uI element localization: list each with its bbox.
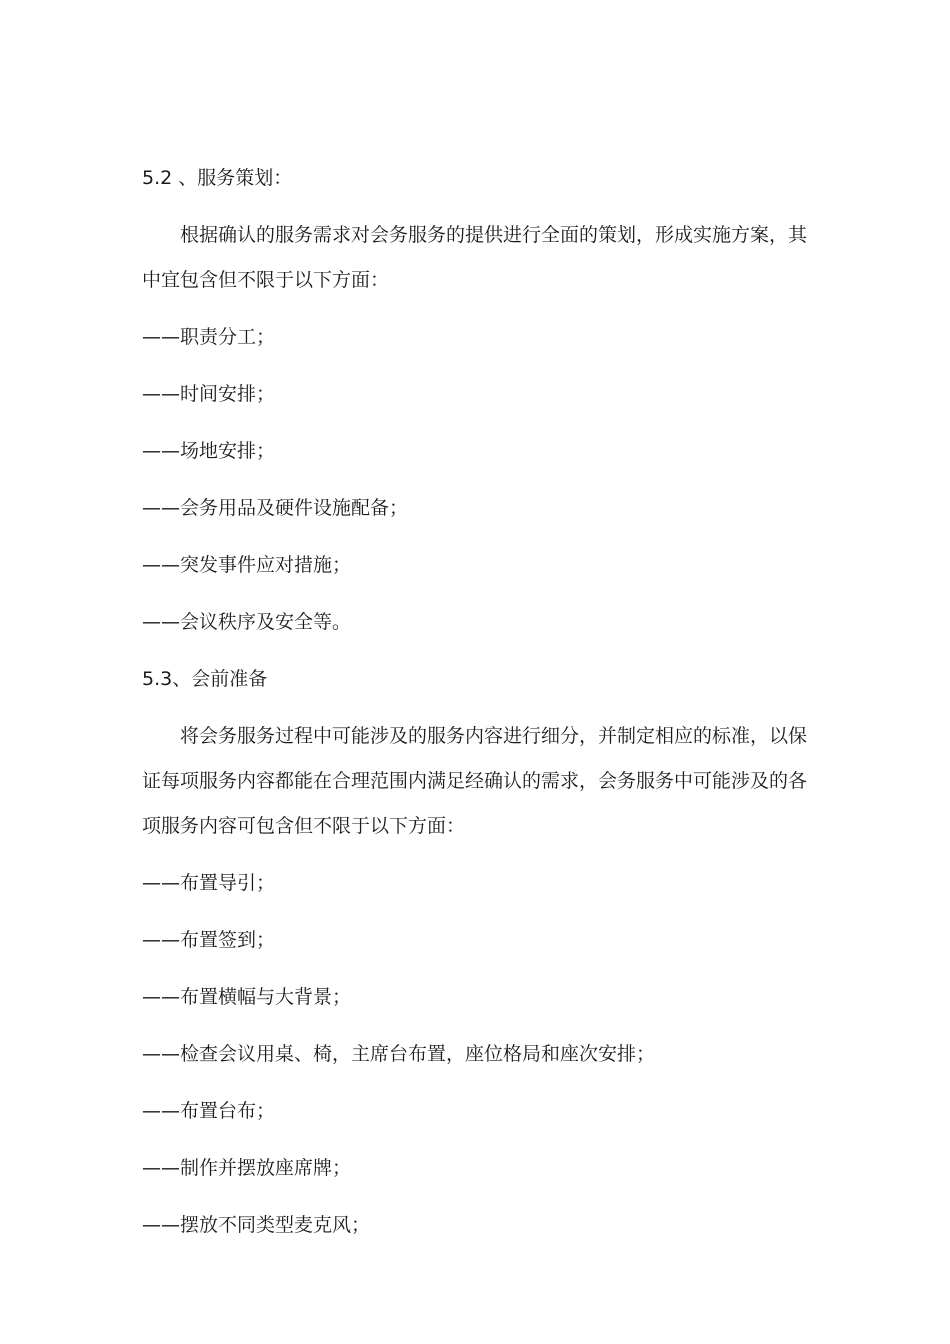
list-item: ——布置台布； [142, 1100, 276, 1122]
list-item: ——摆放不同类型麦克风； [142, 1214, 371, 1236]
paragraph-line: 项服务内容可包含但不限于以下方面： [142, 815, 466, 837]
list-item: ——会务用品及硬件设施配备； [142, 497, 409, 519]
list-item: ——布置导引； [142, 872, 276, 894]
section-heading-5-3: 5.3、会前准备 [142, 668, 268, 690]
list-item: ——布置签到； [142, 929, 276, 951]
paragraph-line: 中宜包含但不限于以下方面： [142, 269, 390, 291]
list-item: ——时间安排； [142, 383, 276, 405]
list-item: ——检查会议用桌、椅，主席台布置，座位格局和座次安排； [142, 1043, 656, 1065]
paragraph-line: 根据确认的服务需求对会务服务的提供进行全面的策划，形成实施方案，其 [180, 224, 808, 246]
paragraph-line: 将会务服务过程中可能涉及的服务内容进行细分，并制定相应的标准，以保 [180, 725, 808, 747]
section-heading-5-2: 5.2 、服务策划： [142, 167, 293, 189]
list-item: ——布置横幅与大背景； [142, 986, 352, 1008]
list-item: ——突发事件应对措施； [142, 554, 352, 576]
list-item: ——会议秩序及安全等。 [142, 611, 352, 633]
paragraph-line: 证每项服务内容都能在合理范围内满足经确认的需求，会务服务中可能涉及的各 [142, 770, 808, 792]
list-item: ——职责分工； [142, 326, 276, 348]
list-item: ——制作并摆放座席牌； [142, 1157, 352, 1179]
list-item: ——场地安排； [142, 440, 276, 462]
